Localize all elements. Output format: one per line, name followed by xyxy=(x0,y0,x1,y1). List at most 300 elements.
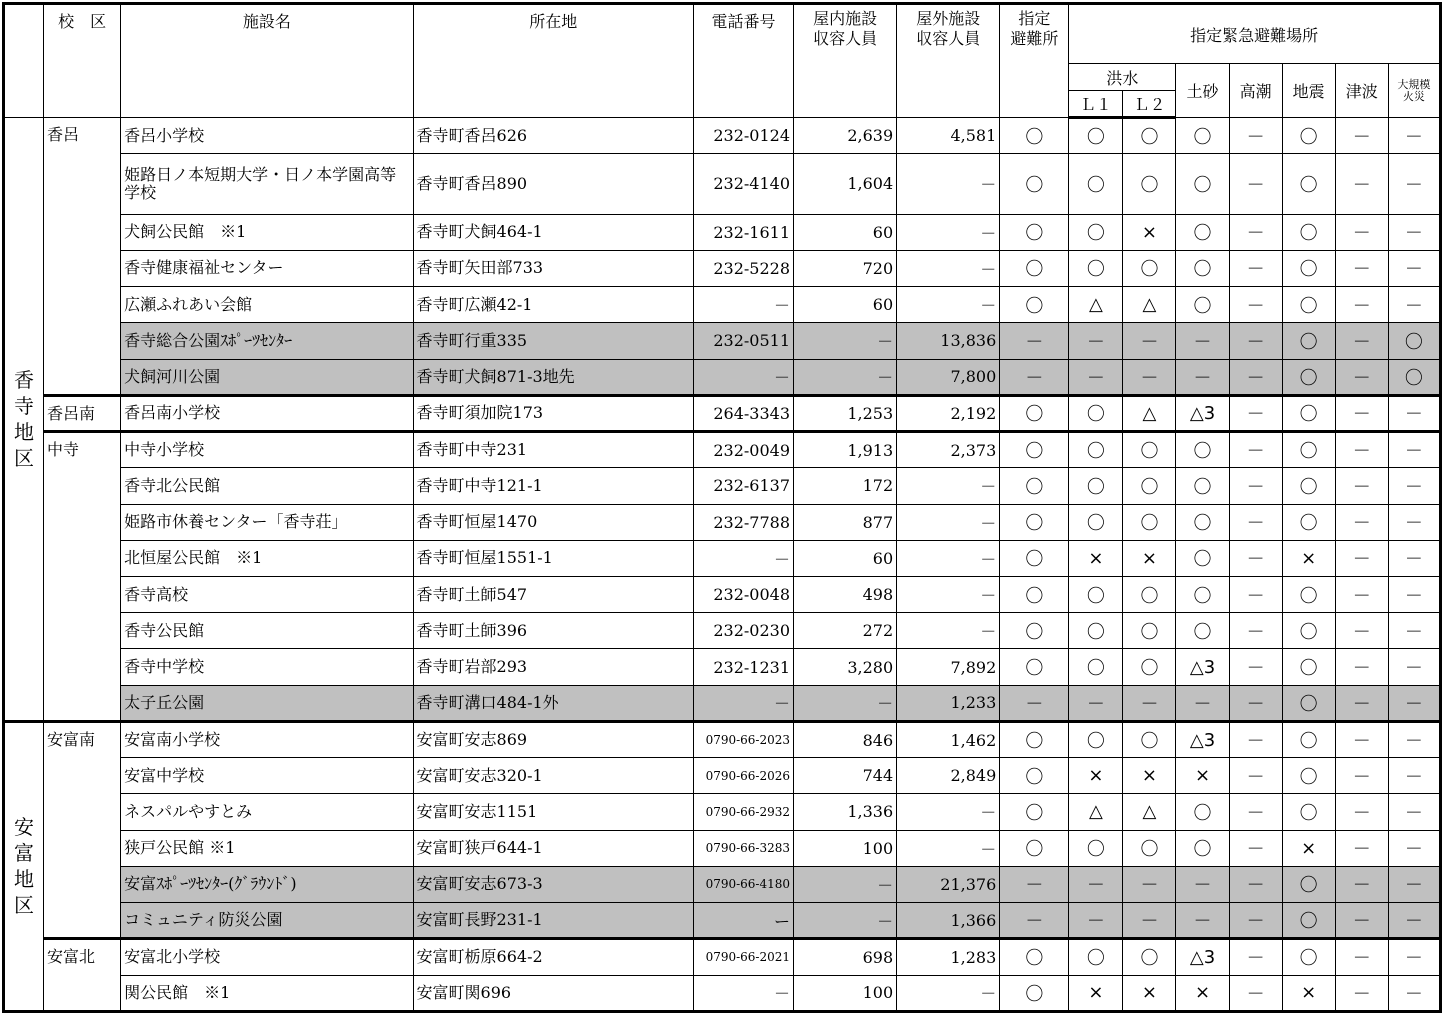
mark-earthquake: 〇 xyxy=(1282,685,1335,721)
mark-storm-surge: － xyxy=(1229,154,1282,214)
facility-name: 中寺小学校 xyxy=(121,432,413,468)
mark-flood-l2: 〇 xyxy=(1123,721,1176,757)
mark-tsunami: － xyxy=(1335,118,1388,154)
mark-flood-l2: 〇 xyxy=(1123,118,1176,154)
facility-phone: 232-0511 xyxy=(693,323,793,359)
mark-large-fire: － xyxy=(1388,214,1440,250)
facility-address: 香寺町犬飼871-3地先 xyxy=(413,359,693,395)
school-district-label: 香呂南 xyxy=(44,395,121,431)
table-row xyxy=(4,649,1441,685)
mark-designated: 〇 xyxy=(1000,118,1069,154)
facility-name: 姫路日ノ本短期大学・日ノ本学園高等学校 xyxy=(121,154,413,214)
mark-large-fire: － xyxy=(1388,468,1440,504)
indoor-capacity: 60 xyxy=(794,287,897,323)
mark-flood-l1: 〇 xyxy=(1069,154,1123,214)
mark-large-fire: － xyxy=(1388,287,1440,323)
facility-address: 安富町安志673-3 xyxy=(413,866,693,902)
mark-flood-l1: 〇 xyxy=(1069,214,1123,250)
mark-flood-l2: 〇 xyxy=(1123,649,1176,685)
mark-flood-l1: 〇 xyxy=(1069,576,1123,612)
mark-flood-l2: 〇 xyxy=(1123,468,1176,504)
facility-address: 安富町栃原664-2 xyxy=(413,939,693,975)
facility-address: 香寺町岩部293 xyxy=(413,649,693,685)
mark-landslide: 〇 xyxy=(1176,576,1229,612)
mark-flood-l2: △ xyxy=(1123,287,1176,323)
mark-earthquake: × xyxy=(1282,975,1335,1011)
facility-name: 香呂小学校 xyxy=(121,118,413,154)
outdoor-capacity: － xyxy=(897,975,1000,1011)
mark-flood-l2: － xyxy=(1123,323,1176,359)
facility-name: 北恒屋公民館 ※1 xyxy=(121,540,413,576)
facility-address: 安富町長野231-1 xyxy=(413,903,693,939)
table-row xyxy=(4,540,1441,576)
mark-tsunami: － xyxy=(1335,154,1388,214)
indoor-capacity: 60 xyxy=(794,540,897,576)
facility-address: 香寺町須加院173 xyxy=(413,395,693,431)
outdoor-capacity: 4,581 xyxy=(897,118,1000,154)
mark-tsunami: － xyxy=(1335,613,1388,649)
mark-large-fire: － xyxy=(1388,395,1440,431)
mark-landslide: △3 xyxy=(1176,721,1229,757)
mark-storm-surge: － xyxy=(1229,576,1282,612)
outdoor-capacity: 7,800 xyxy=(897,359,1000,395)
facility-address: 香寺町香呂890 xyxy=(413,154,693,214)
mark-storm-surge: － xyxy=(1229,975,1282,1011)
mark-large-fire: － xyxy=(1388,154,1440,214)
mark-large-fire: 〇 xyxy=(1388,323,1440,359)
indoor-capacity: 698 xyxy=(794,939,897,975)
mark-designated: 〇 xyxy=(1000,287,1069,323)
header-flood-l1: Ｌ１ xyxy=(1069,91,1123,118)
mark-designated: 〇 xyxy=(1000,758,1069,794)
mark-earthquake: 〇 xyxy=(1282,939,1335,975)
facility-name: 香寺健康福祉センター xyxy=(121,250,413,286)
mark-designated: 〇 xyxy=(1000,939,1069,975)
indoor-capacity: 877 xyxy=(794,504,897,540)
indoor-capacity: 272 xyxy=(794,613,897,649)
facility-phone: 0790-66-2023 xyxy=(693,721,793,757)
mark-landslide: － xyxy=(1176,685,1229,721)
mark-flood-l1: － xyxy=(1069,866,1123,902)
facility-name: 香寺中学校 xyxy=(121,649,413,685)
mark-storm-surge: － xyxy=(1229,649,1282,685)
indoor-capacity: 846 xyxy=(794,721,897,757)
mark-earthquake: 〇 xyxy=(1282,214,1335,250)
mark-large-fire: － xyxy=(1388,975,1440,1011)
table-row xyxy=(4,975,1441,1011)
facility-name: 関公民館 ※1 xyxy=(121,975,413,1011)
outdoor-capacity: 21,376 xyxy=(897,866,1000,902)
mark-storm-surge: － xyxy=(1229,250,1282,286)
facility-address: 香寺町香呂626 xyxy=(413,118,693,154)
facility-address: 安富町安志1151 xyxy=(413,794,693,830)
facility-address: 香寺町溝口484-1外 xyxy=(413,685,693,721)
indoor-capacity: － xyxy=(794,359,897,395)
mark-flood-l1: 〇 xyxy=(1069,250,1123,286)
mark-flood-l1: 〇 xyxy=(1069,939,1123,975)
mark-large-fire: － xyxy=(1388,721,1440,757)
mark-storm-surge: － xyxy=(1229,903,1282,939)
mark-designated: 〇 xyxy=(1000,154,1069,214)
facility-phone: 264-3343 xyxy=(693,395,793,431)
indoor-capacity: 100 xyxy=(794,975,897,1011)
table-row xyxy=(4,250,1441,286)
table-row xyxy=(4,758,1441,794)
mark-landslide: 〇 xyxy=(1176,504,1229,540)
mark-designated: － xyxy=(1000,903,1069,939)
facility-phone: 232-0048 xyxy=(693,576,793,612)
mark-flood-l2: － xyxy=(1123,866,1176,902)
mark-tsunami: － xyxy=(1335,214,1388,250)
mark-landslide: △3 xyxy=(1176,649,1229,685)
facility-name: 香呂南小学校 xyxy=(121,395,413,431)
outdoor-capacity: － xyxy=(897,468,1000,504)
outdoor-capacity: － xyxy=(897,540,1000,576)
table-row xyxy=(4,504,1441,540)
indoor-capacity: 744 xyxy=(794,758,897,794)
facility-name: 香寺高校 xyxy=(121,576,413,612)
mark-earthquake: 〇 xyxy=(1282,613,1335,649)
header-large-fire: 大規模 火災 xyxy=(1388,64,1440,118)
mark-tsunami: － xyxy=(1335,250,1388,286)
mark-designated: － xyxy=(1000,866,1069,902)
facility-name: 安富北小学校 xyxy=(121,939,413,975)
facility-name: 安富南小学校 xyxy=(121,721,413,757)
facility-name: 香寺公民館 xyxy=(121,613,413,649)
header-outdoor: 屋外施設 収容人員 xyxy=(897,4,1000,118)
mark-tsunami: － xyxy=(1335,903,1388,939)
mark-earthquake: 〇 xyxy=(1282,721,1335,757)
header-flood-l2: Ｌ２ xyxy=(1123,91,1176,118)
mark-landslide: 〇 xyxy=(1176,794,1229,830)
mark-landslide: － xyxy=(1176,903,1229,939)
mark-landslide: 〇 xyxy=(1176,432,1229,468)
mark-flood-l2: △ xyxy=(1123,794,1176,830)
table-row xyxy=(4,432,1441,468)
facility-address: 香寺町恒屋1551-1 xyxy=(413,540,693,576)
mark-earthquake: 〇 xyxy=(1282,649,1335,685)
facility-address: 香寺町土師547 xyxy=(413,576,693,612)
facility-address: 香寺町中寺231 xyxy=(413,432,693,468)
facility-address: 香寺町土師396 xyxy=(413,613,693,649)
indoor-capacity: 498 xyxy=(794,576,897,612)
mark-earthquake: 〇 xyxy=(1282,359,1335,395)
mark-tsunami: － xyxy=(1335,721,1388,757)
table-row xyxy=(4,685,1441,721)
table-row xyxy=(4,939,1441,975)
facility-address: 香寺町行重335 xyxy=(413,323,693,359)
facility-name: 犬飼公民館 ※1 xyxy=(121,214,413,250)
indoor-capacity: 3,280 xyxy=(794,649,897,685)
mark-tsunami: － xyxy=(1335,468,1388,504)
facility-phone: － xyxy=(693,359,793,395)
facility-phone: 232-0124 xyxy=(693,118,793,154)
table-row xyxy=(4,468,1441,504)
mark-designated: 〇 xyxy=(1000,721,1069,757)
mark-tsunami: － xyxy=(1335,323,1388,359)
indoor-capacity: 2,639 xyxy=(794,118,897,154)
mark-tsunami: － xyxy=(1335,939,1388,975)
facility-name: 安富中学校 xyxy=(121,758,413,794)
header-storm-surge: 高潮 xyxy=(1229,64,1282,118)
facility-name: 広瀬ふれあい会館 xyxy=(121,287,413,323)
table-row xyxy=(4,359,1441,395)
mark-earthquake: 〇 xyxy=(1282,395,1335,431)
mark-earthquake: 〇 xyxy=(1282,504,1335,540)
mark-landslide: 〇 xyxy=(1176,287,1229,323)
facility-address: 香寺町恒屋1470 xyxy=(413,504,693,540)
outdoor-capacity: 1,366 xyxy=(897,903,1000,939)
mark-storm-surge: － xyxy=(1229,214,1282,250)
mark-flood-l1: × xyxy=(1069,540,1123,576)
mark-landslide: △3 xyxy=(1176,395,1229,431)
mark-flood-l1: 〇 xyxy=(1069,468,1123,504)
outdoor-capacity: － xyxy=(897,287,1000,323)
mark-designated: 〇 xyxy=(1000,576,1069,612)
mark-tsunami: － xyxy=(1335,287,1388,323)
facility-phone: 232-6137 xyxy=(693,468,793,504)
mark-large-fire: － xyxy=(1388,576,1440,612)
mark-landslide: － xyxy=(1176,323,1229,359)
table-row xyxy=(4,576,1441,612)
mark-designated: 〇 xyxy=(1000,214,1069,250)
outdoor-capacity: 2,849 xyxy=(897,758,1000,794)
mark-storm-surge: － xyxy=(1229,540,1282,576)
facility-phone: 232-5228 xyxy=(693,250,793,286)
indoor-capacity: 100 xyxy=(794,830,897,866)
school-district-label: 安富南 xyxy=(44,721,121,938)
facility-phone: 232-0049 xyxy=(693,432,793,468)
outdoor-capacity: － xyxy=(897,830,1000,866)
mark-tsunami: － xyxy=(1335,649,1388,685)
outdoor-capacity: 1,233 xyxy=(897,685,1000,721)
table-row xyxy=(4,613,1441,649)
mark-designated: 〇 xyxy=(1000,613,1069,649)
mark-designated: － xyxy=(1000,685,1069,721)
mark-flood-l1: 〇 xyxy=(1069,830,1123,866)
facility-address: 安富町安志320-1 xyxy=(413,758,693,794)
mark-flood-l1: △ xyxy=(1069,794,1123,830)
mark-flood-l1: × xyxy=(1069,975,1123,1011)
mark-storm-surge: － xyxy=(1229,866,1282,902)
header-district xyxy=(4,4,44,118)
header-address: 所在地 xyxy=(413,4,693,118)
mark-large-fire: － xyxy=(1388,649,1440,685)
outdoor-capacity: － xyxy=(897,576,1000,612)
outdoor-capacity: 1,462 xyxy=(897,721,1000,757)
facility-address: 香寺町犬飼464-1 xyxy=(413,214,693,250)
mark-large-fire: － xyxy=(1388,250,1440,286)
table-row xyxy=(4,118,1441,154)
mark-large-fire: － xyxy=(1388,939,1440,975)
mark-landslide: × xyxy=(1176,758,1229,794)
mark-large-fire: － xyxy=(1388,794,1440,830)
mark-earthquake: 〇 xyxy=(1282,154,1335,214)
mark-tsunami: － xyxy=(1335,794,1388,830)
mark-storm-surge: － xyxy=(1229,939,1282,975)
mark-flood-l1: × xyxy=(1069,758,1123,794)
mark-designated: 〇 xyxy=(1000,432,1069,468)
facility-address: 香寺町広瀬42-1 xyxy=(413,287,693,323)
evacuation-table xyxy=(2,2,1442,1013)
header-landslide: 土砂 xyxy=(1176,64,1229,118)
mark-flood-l2: － xyxy=(1123,359,1176,395)
header-school: 校 区 xyxy=(44,4,121,118)
mark-flood-l2: × xyxy=(1123,540,1176,576)
mark-earthquake: × xyxy=(1282,830,1335,866)
facility-phone: 232-7788 xyxy=(693,504,793,540)
facility-name: 安富ｽﾎﾟｰﾂｾﾝﾀｰ(ｸﾞﾗｳﾝﾄﾞ) xyxy=(121,866,413,902)
facility-phone: 0790-66-2026 xyxy=(693,758,793,794)
indoor-capacity: － xyxy=(794,685,897,721)
facility-phone: 0790-66-4180 xyxy=(693,866,793,902)
mark-flood-l2: × xyxy=(1123,214,1176,250)
mark-landslide: － xyxy=(1176,866,1229,902)
mark-large-fire: － xyxy=(1388,758,1440,794)
header-flood: 洪水 xyxy=(1069,64,1176,91)
facility-address: 香寺町中寺121-1 xyxy=(413,468,693,504)
mark-flood-l1: － xyxy=(1069,903,1123,939)
mark-flood-l2: 〇 xyxy=(1123,504,1176,540)
mark-flood-l1: 〇 xyxy=(1069,118,1123,154)
facility-phone: － xyxy=(693,975,793,1011)
outdoor-capacity: － xyxy=(897,250,1000,286)
facility-address: 安富町狭戸644-1 xyxy=(413,830,693,866)
table-row xyxy=(4,721,1441,757)
mark-large-fire: － xyxy=(1388,504,1440,540)
outdoor-capacity: － xyxy=(897,154,1000,214)
mark-flood-l1: － xyxy=(1069,323,1123,359)
indoor-capacity: － xyxy=(794,323,897,359)
mark-large-fire: 〇 xyxy=(1388,359,1440,395)
table-row xyxy=(4,154,1441,214)
facility-name: 狭戸公民館 ※1 xyxy=(121,830,413,866)
mark-storm-surge: － xyxy=(1229,758,1282,794)
facility-phone: 0790-66-2932 xyxy=(693,794,793,830)
mark-earthquake: 〇 xyxy=(1282,468,1335,504)
table-body xyxy=(4,118,1441,1012)
mark-flood-l2: 〇 xyxy=(1123,250,1176,286)
mark-storm-surge: － xyxy=(1229,613,1282,649)
mark-flood-l2: △ xyxy=(1123,395,1176,431)
mark-large-fire: － xyxy=(1388,432,1440,468)
mark-tsunami: － xyxy=(1335,758,1388,794)
mark-tsunami: － xyxy=(1335,975,1388,1011)
header-earthquake: 地震 xyxy=(1282,64,1335,118)
outdoor-capacity: 2,192 xyxy=(897,395,1000,431)
mark-landslide: 〇 xyxy=(1176,214,1229,250)
mark-flood-l2: 〇 xyxy=(1123,830,1176,866)
mark-earthquake: × xyxy=(1282,540,1335,576)
mark-storm-surge: － xyxy=(1229,468,1282,504)
mark-flood-l2: 〇 xyxy=(1123,613,1176,649)
facility-phone: ー xyxy=(693,903,793,939)
mark-designated: 〇 xyxy=(1000,504,1069,540)
outdoor-capacity: 1,283 xyxy=(897,939,1000,975)
facility-address: 香寺町矢田部733 xyxy=(413,250,693,286)
table-row xyxy=(4,903,1441,939)
mark-flood-l2: × xyxy=(1123,758,1176,794)
mark-designated: － xyxy=(1000,359,1069,395)
mark-landslide: × xyxy=(1176,975,1229,1011)
header-emergency: 指定緊急避難場所 xyxy=(1069,4,1441,64)
mark-tsunami: － xyxy=(1335,866,1388,902)
facility-address: 安富町安志869 xyxy=(413,721,693,757)
mark-tsunami: － xyxy=(1335,395,1388,431)
facility-name: 姫路市休養センター「香寺荘」 xyxy=(121,504,413,540)
mark-flood-l1: 〇 xyxy=(1069,721,1123,757)
indoor-capacity: 60 xyxy=(794,214,897,250)
facility-phone: 0790-66-3283 xyxy=(693,830,793,866)
facility-phone: － xyxy=(693,685,793,721)
mark-large-fire: － xyxy=(1388,540,1440,576)
indoor-capacity: － xyxy=(794,903,897,939)
table-row xyxy=(4,830,1441,866)
facility-phone: － xyxy=(693,540,793,576)
mark-landslide: － xyxy=(1176,359,1229,395)
mark-landslide: △3 xyxy=(1176,939,1229,975)
mark-flood-l1: 〇 xyxy=(1069,649,1123,685)
mark-flood-l2: × xyxy=(1123,975,1176,1011)
header-phone: 電話番号 xyxy=(693,4,793,118)
facility-address: 安富町関696 xyxy=(413,975,693,1011)
header-indoor: 屋内施設 収容人員 xyxy=(794,4,897,118)
mark-tsunami: － xyxy=(1335,540,1388,576)
mark-flood-l2: 〇 xyxy=(1123,576,1176,612)
indoor-capacity: 172 xyxy=(794,468,897,504)
mark-landslide: 〇 xyxy=(1176,468,1229,504)
mark-earthquake: 〇 xyxy=(1282,794,1335,830)
indoor-capacity: 1,336 xyxy=(794,794,897,830)
mark-flood-l1: 〇 xyxy=(1069,613,1123,649)
mark-flood-l1: 〇 xyxy=(1069,395,1123,431)
facility-name: 太子丘公園 xyxy=(121,685,413,721)
facility-name: ネスパルやすとみ xyxy=(121,794,413,830)
outdoor-capacity: － xyxy=(897,214,1000,250)
mark-large-fire: － xyxy=(1388,903,1440,939)
facility-phone: 232-1611 xyxy=(693,214,793,250)
mark-storm-surge: － xyxy=(1229,395,1282,431)
mark-large-fire: － xyxy=(1388,118,1440,154)
mark-landslide: 〇 xyxy=(1176,830,1229,866)
mark-storm-surge: － xyxy=(1229,432,1282,468)
facility-name: 香寺北公民館 xyxy=(121,468,413,504)
mark-large-fire: － xyxy=(1388,866,1440,902)
mark-tsunami: － xyxy=(1335,359,1388,395)
mark-flood-l1: △ xyxy=(1069,287,1123,323)
mark-earthquake: 〇 xyxy=(1282,903,1335,939)
table-row xyxy=(4,794,1441,830)
school-district-label: 安富北 xyxy=(44,939,121,1012)
mark-storm-surge: － xyxy=(1229,721,1282,757)
mark-designated: 〇 xyxy=(1000,468,1069,504)
mark-flood-l1: 〇 xyxy=(1069,432,1123,468)
mark-flood-l2: － xyxy=(1123,685,1176,721)
facility-phone: 232-1231 xyxy=(693,649,793,685)
facility-name: コミュニティ防災公園 xyxy=(121,903,413,939)
mark-tsunami: － xyxy=(1335,830,1388,866)
mark-storm-surge: － xyxy=(1229,287,1282,323)
facility-name: 犬飼河川公園 xyxy=(121,359,413,395)
district-label: 香 寺 地 区 xyxy=(4,118,44,722)
mark-earthquake: 〇 xyxy=(1282,432,1335,468)
mark-designated: 〇 xyxy=(1000,975,1069,1011)
mark-designated: 〇 xyxy=(1000,540,1069,576)
mark-earthquake: 〇 xyxy=(1282,576,1335,612)
facility-phone: － xyxy=(693,287,793,323)
header-designated: 指定 避難所 xyxy=(1000,4,1069,118)
mark-landslide: 〇 xyxy=(1176,118,1229,154)
